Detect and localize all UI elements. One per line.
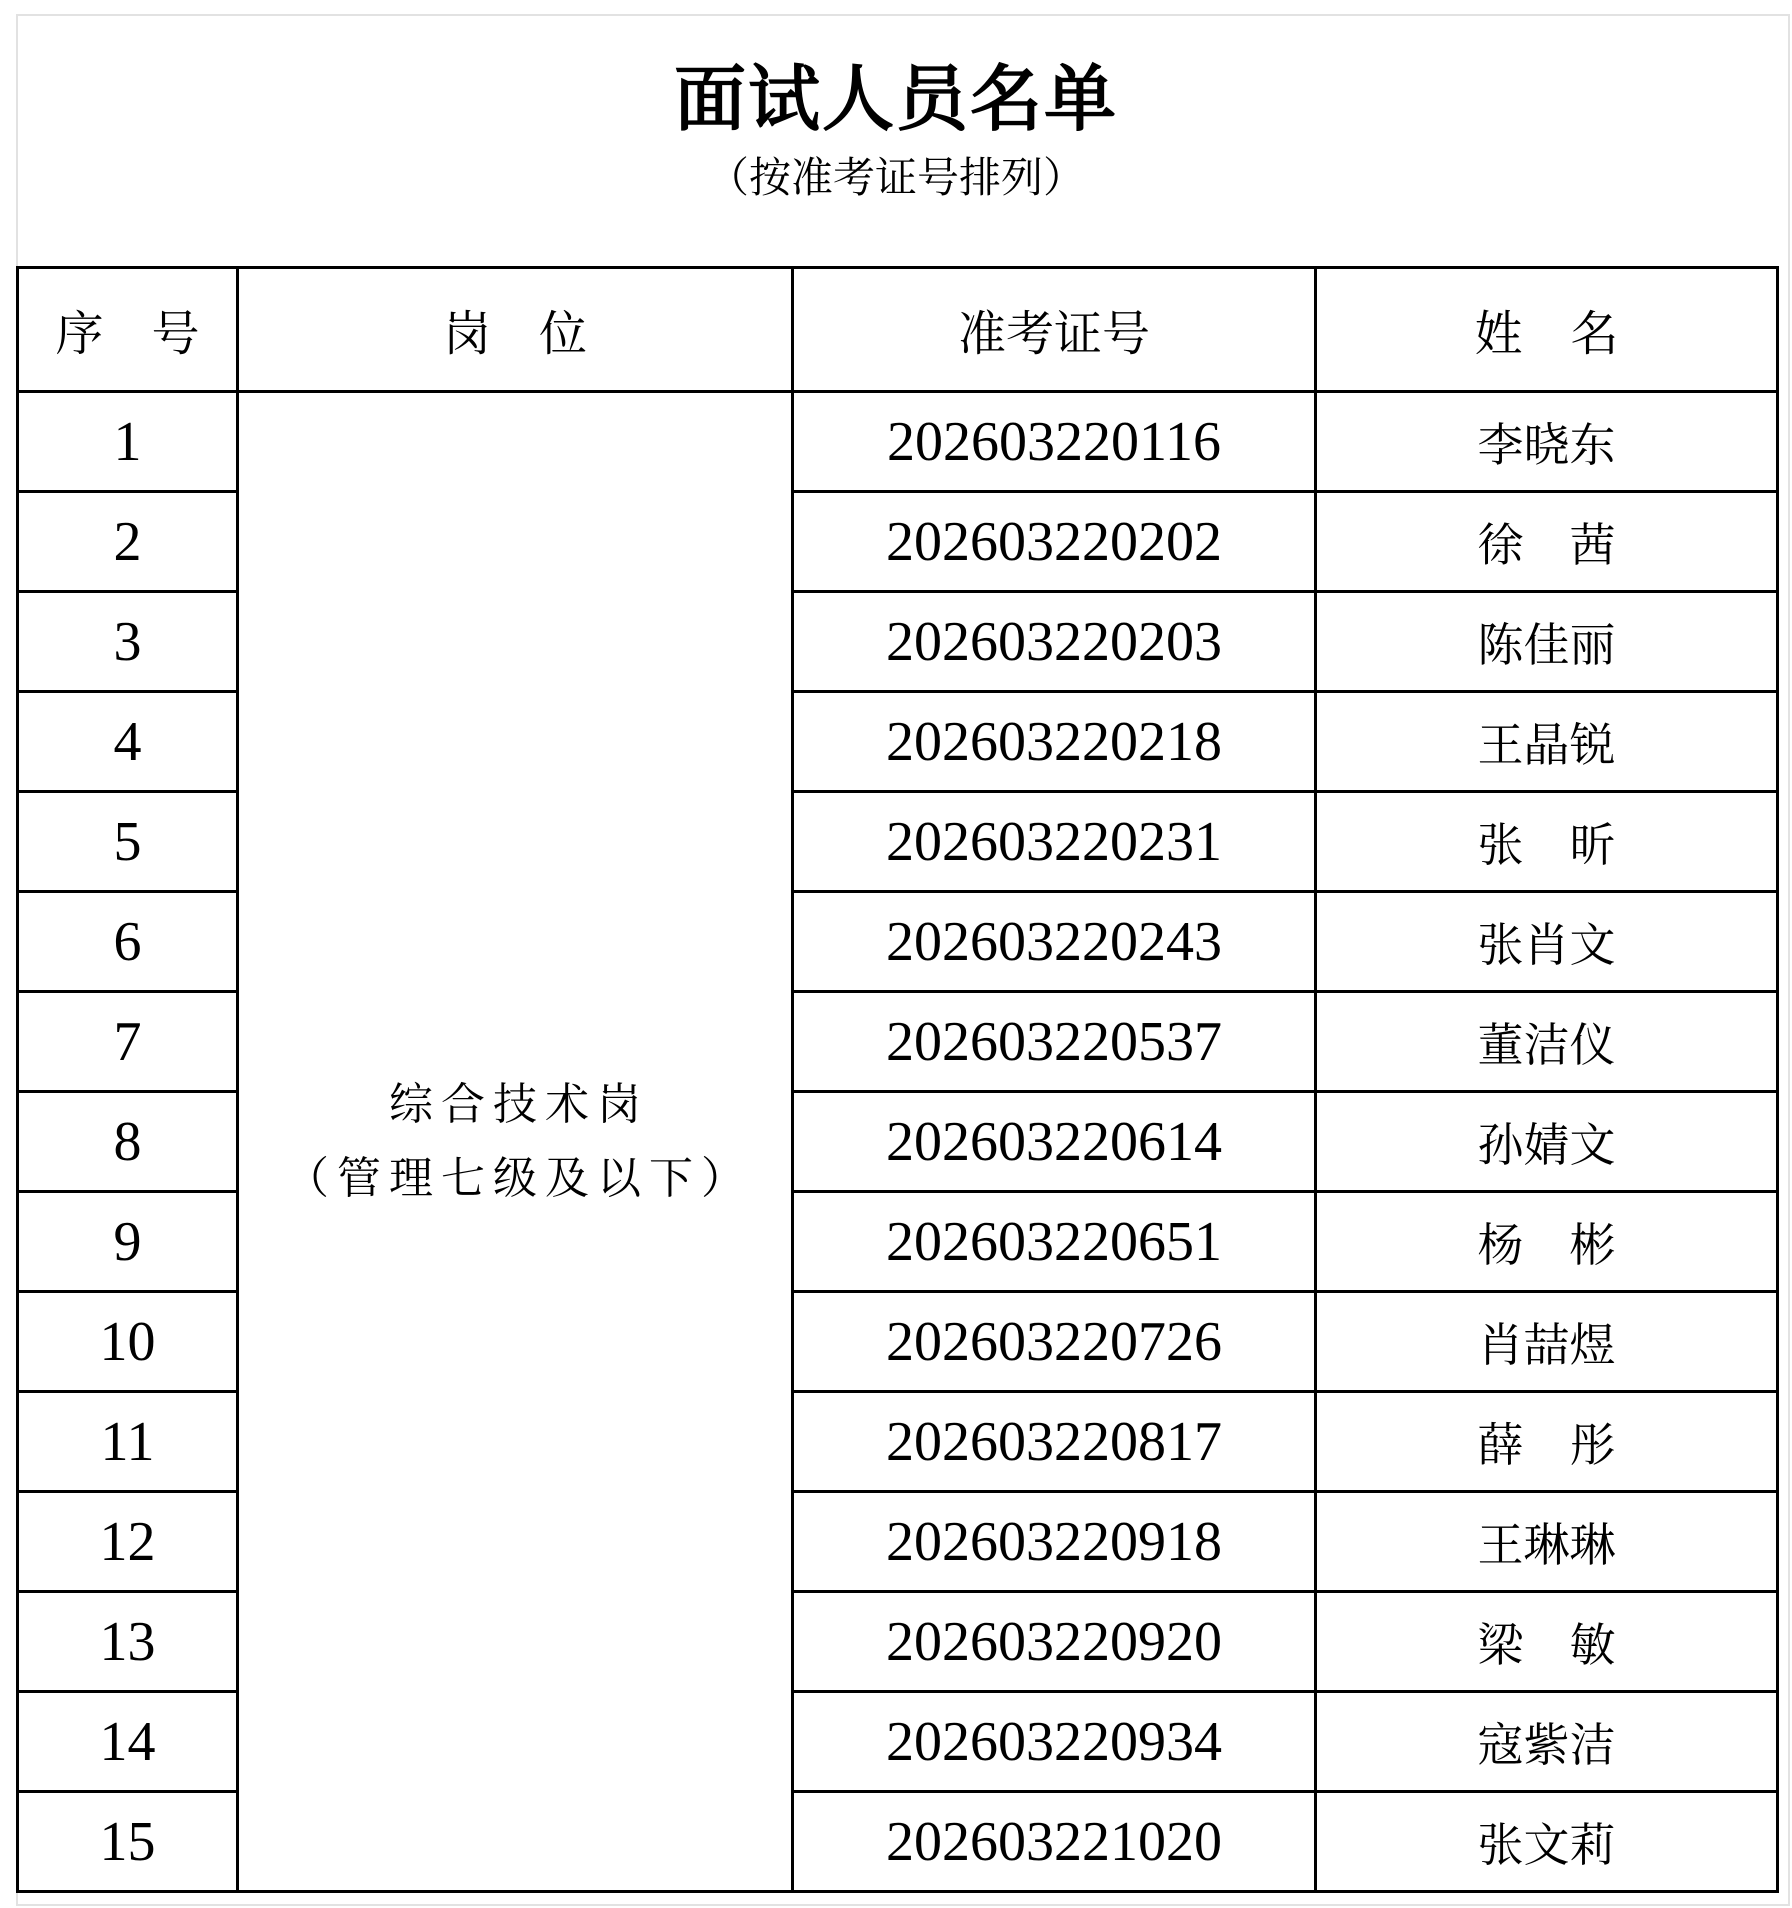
row-number: 11 xyxy=(18,1392,238,1492)
ticket-number: 202603220116 xyxy=(793,392,1316,492)
candidate-name: 陈佳丽 xyxy=(1316,592,1778,692)
candidate-name: 王琳琳 xyxy=(1316,1492,1778,1592)
row-number: 7 xyxy=(18,992,238,1092)
interview-roster-table xyxy=(16,266,1779,1893)
candidate-name: 薛 彤 xyxy=(1316,1392,1778,1492)
position-grade: （管理七级及以下） xyxy=(285,1153,753,1203)
header-position: 岗 位 xyxy=(238,268,793,392)
candidate-name: 杨 彬 xyxy=(1316,1192,1778,1292)
header-ticket: 准考证号 xyxy=(793,268,1316,392)
row-number: 12 xyxy=(18,1492,238,1592)
ticket-number: 202603220920 xyxy=(793,1592,1316,1692)
document-header xyxy=(16,0,1776,206)
ticket-number: 202603220651 xyxy=(793,1192,1316,1292)
row-number: 3 xyxy=(18,592,238,692)
header-row xyxy=(18,268,1778,392)
ticket-number: 202603220243 xyxy=(793,892,1316,992)
candidate-name: 张文莉 xyxy=(1316,1792,1778,1892)
row-number: 5 xyxy=(18,792,238,892)
ticket-number: 202603220231 xyxy=(793,792,1316,892)
ticket-number: 202603220918 xyxy=(793,1492,1316,1592)
candidate-name: 肖喆煜 xyxy=(1316,1292,1778,1392)
candidate-name: 王晶锐 xyxy=(1316,692,1778,792)
header-no: 序 号 xyxy=(18,268,238,392)
candidate-name: 董洁仪 xyxy=(1316,992,1778,1092)
row-number: 6 xyxy=(18,892,238,992)
ticket-number: 202603221020 xyxy=(793,1792,1316,1892)
ticket-number: 202603220726 xyxy=(793,1292,1316,1392)
ticket-number: 202603220614 xyxy=(793,1092,1316,1192)
ticket-number: 202603220537 xyxy=(793,992,1316,1092)
candidate-name: 徐 茜 xyxy=(1316,492,1778,592)
position-name: 综合技术岗 xyxy=(389,1079,649,1129)
row-number: 15 xyxy=(18,1792,238,1892)
candidate-name: 张 昕 xyxy=(1316,792,1778,892)
page-title: 面试人员名单 xyxy=(673,60,1118,140)
ticket-number: 202603220817 xyxy=(793,1392,1316,1492)
row-number: 4 xyxy=(18,692,238,792)
header-name: 姓 名 xyxy=(1316,268,1778,392)
position-merged-cell xyxy=(238,392,793,1892)
candidate-name: 李晓东 xyxy=(1316,392,1778,492)
row-number: 8 xyxy=(18,1092,238,1192)
table-row xyxy=(18,392,1778,492)
row-number: 10 xyxy=(18,1292,238,1392)
ticket-number: 202603220203 xyxy=(793,592,1316,692)
row-number: 14 xyxy=(18,1692,238,1792)
ticket-number: 202603220934 xyxy=(793,1692,1316,1792)
candidate-name: 梁 敏 xyxy=(1316,1592,1778,1692)
row-number: 2 xyxy=(18,492,238,592)
candidate-name: 寇紫洁 xyxy=(1316,1692,1778,1792)
row-number: 1 xyxy=(18,392,238,492)
candidate-name: 孙婧文 xyxy=(1316,1092,1778,1192)
roster-body xyxy=(18,392,1778,1892)
page-subtitle: （按准考证号排列） xyxy=(706,156,1085,202)
ticket-number: 202603220218 xyxy=(793,692,1316,792)
candidate-name: 张肖文 xyxy=(1316,892,1778,992)
row-number: 13 xyxy=(18,1592,238,1692)
row-number: 9 xyxy=(18,1192,238,1292)
ticket-number: 202603220202 xyxy=(793,492,1316,592)
